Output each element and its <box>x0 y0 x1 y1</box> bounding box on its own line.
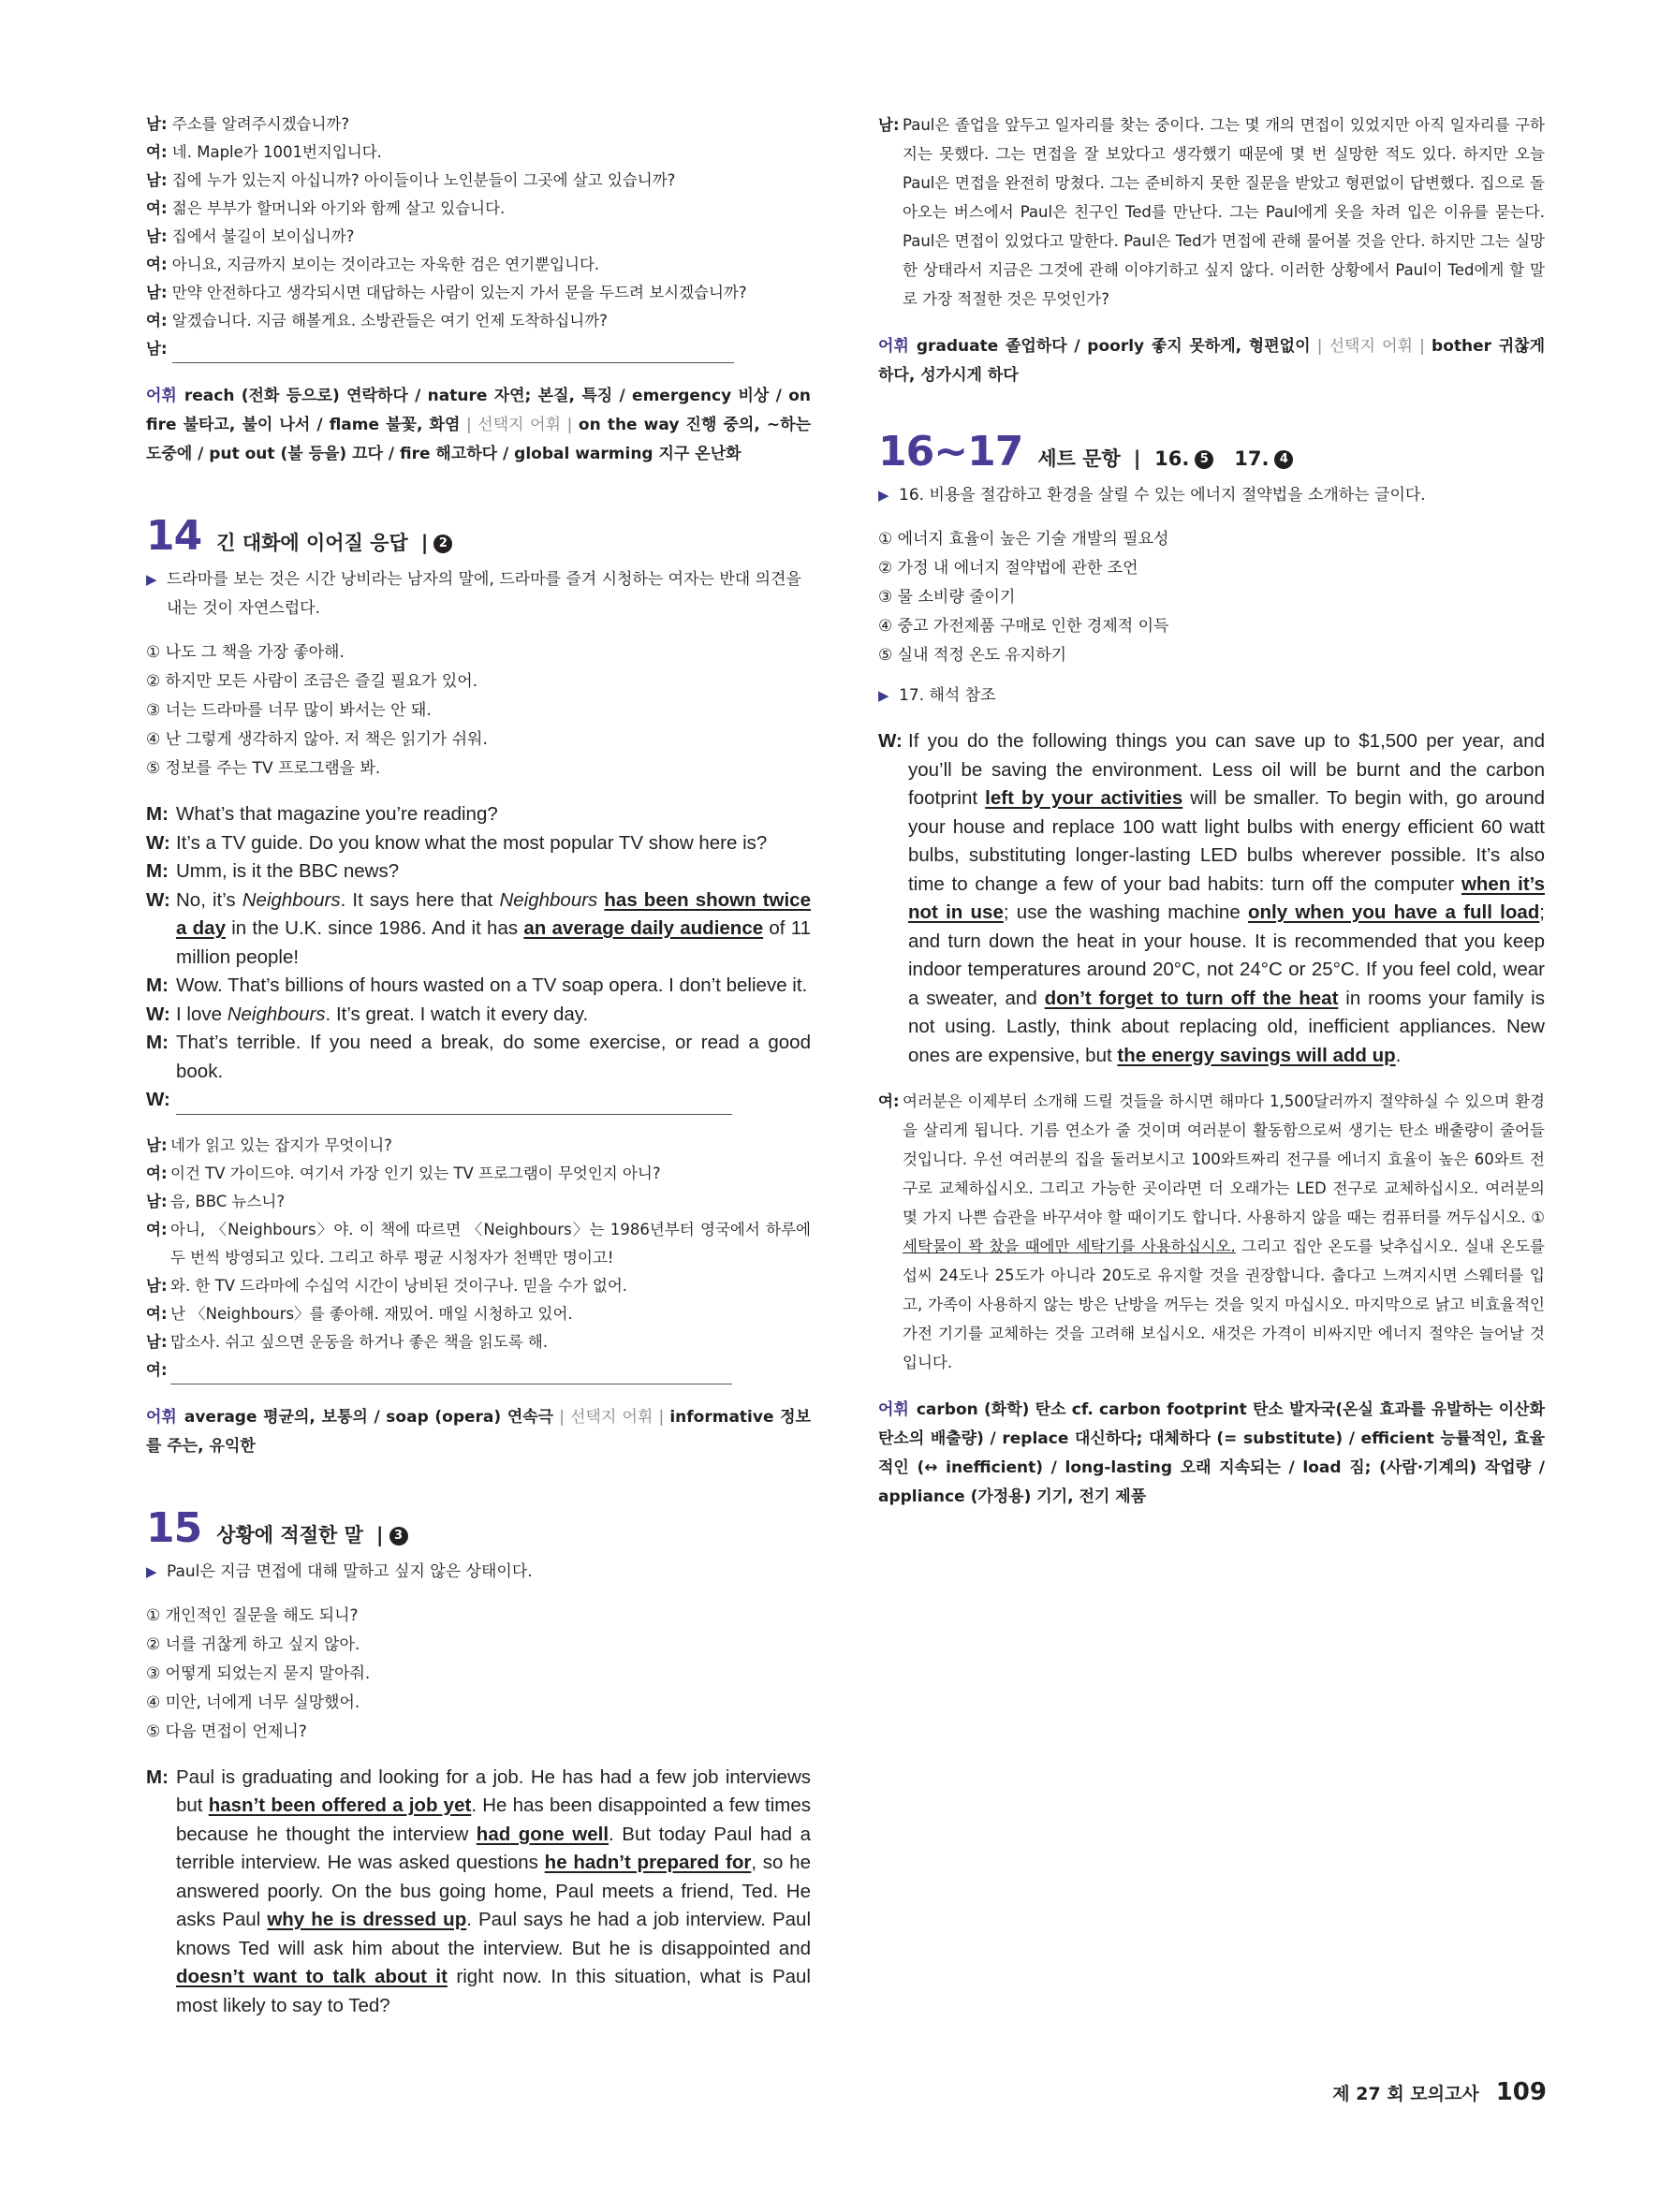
script-line: W: No, it’s Neighbours. It says here that Neighbours has been shown twice a day in the U.K. since 1986. And it has an average daily audience of 11 million people! <box>146 888 811 968</box>
answer-badge: 4 <box>1274 450 1293 469</box>
vocab-tag: 어휘 <box>146 1407 177 1427</box>
dialogue-line: 여: 젊은 부부가 할머니와 아기와 함께 살고 있습니다. <box>146 199 506 217</box>
translation-paragraph: 여: 여러분은 이제부터 소개해 드릴 것들을 하시면 해마다 1,500달러까지 절약하실 수 있으며 환경을 살리게 됩니다. 기름 연소가 줄 것이며 여러분이 활동함으로써 생기는 탄소 배출량이 줄어들 것입니다. 우선 여러분의 집을 둘러보시고 100와트짜리 전구를 에너지 효율이 높은 60와트 전구로 교체하십시오. 그리고 가능한 곳이라면 더 오래가는 LED 전구로 교체하십시오. 여러분의 몇 가지 나쁜 습관을 바꾸셔야 할 때이기도 합니다. 사용하지 않을 때는 컴퓨터를 꺼두십시오. ① 세탁물이 꽉 찼을 때에만 세탁기를 사용하십시오. 그리고 집안 온도를 낮추십시오. 실내 온도를 섭씨 24도나 25도가 아니라 20도로 유지할 것을 권장합니다. 춥다고 느껴지시면 스웨터를 입고, 가족이 사용하지 않는 방은 난방을 꺼두는 것을 잊지 마십시오. 마지막으로 낡고 비효율적인 가전 기기를 교체하는 것을 고려해 보십시오. 새것은 가격이 비싸지만 에너지 절약은 늘어날 것입니다. <box>878 1092 1545 1371</box>
answer-blank-line <box>176 1095 732 1115</box>
option: ③ 너는 드라마를 너무 많이 봐서는 안 돼. <box>146 701 432 720</box>
vocab-16-17: 어휘 carbon (화학) 탄소 cf. carbon footprint 탄소 발자국(온실 효과를 유발하는 이산화탄소의 배출량) / replace 대신하다; 대체하다 (= substitute) / efficient 능률적인, 효율적인 (↔ inefficient) / long-lasting 오래 지속되는 / load 짐; (사람·기계의) 작업량 / appliance (가정용) 기기, 전기 제품 <box>878 1400 1545 1506</box>
dialogue-line: 여: 알겠습니다. 지금 해볼게요. 소방관들은 여기 언제 도착하십니까? <box>146 312 608 330</box>
option: ⑤ 실내 적정 온도 유지하기 <box>878 646 1067 665</box>
hint: ▶ 드라마를 보는 것은 시간 낭비라는 남자의 말에, 드라마를 즐겨 시청하는 여자는 반대 의견을 내는 것이 자연스럽다. <box>146 565 811 623</box>
q13-korean-dialogue <box>146 110 811 363</box>
hint: ▶ Paul은 지금 면접에 대해 말하고 싶지 않은 상태이다. <box>146 1558 811 1587</box>
question-type: 상황에 적절한 말 <box>216 1523 363 1546</box>
triangle-arrow-icon: ▶ <box>146 1562 157 1580</box>
vocab-tag: 어휘 <box>878 1400 909 1419</box>
option: ④ 난 그렇게 생각하지 않아. 저 책은 읽기가 쉬워. <box>146 730 488 749</box>
option: ⑤ 다음 면접이 언제니? <box>146 1721 307 1741</box>
dialogue-line: 남: 맙소사. 쉬고 싶으면 운동을 하거나 좋은 책을 읽도록 해. <box>146 1332 549 1351</box>
script-line: M: Wow. That’s billions of hours wasted on a TV soap opera. I don’t believe it. <box>146 974 808 996</box>
hint-16: ▶ 16. 비용을 절감하고 환경을 살릴 수 있는 에너지 절약법을 소개하는 글이다. <box>878 481 1545 510</box>
answer-badge: 2 <box>433 535 452 553</box>
script-line: M: That’s terrible. If you need a break, do some exercise, or read a good book. <box>146 1032 811 1082</box>
dialogue-line: 남: 네가 읽고 있는 잡지가 무엇이니? <box>146 1135 392 1154</box>
triangle-arrow-icon: ▶ <box>146 571 157 588</box>
option: ⑤ 정보를 주는 TV 프로그램을 봐. <box>146 759 381 778</box>
options-list <box>146 1602 811 1747</box>
dialogue-line: 여: 이건 TV 가이드야. 여기서 가장 인기 있는 TV 프로그램이 무엇인지 아니? <box>146 1164 661 1182</box>
option: ④ 미안, 너에게 너무 실망했어. <box>146 1692 360 1712</box>
answer-blank-line <box>172 345 734 363</box>
dialogue-line: 여: 난 〈Neighbours〉를 좋아해. 재밌어. 매일 시청하고 있어. <box>146 1304 573 1323</box>
dialogue-answer-blank: 여: <box>146 1356 811 1384</box>
answer-blank-line <box>170 1367 732 1384</box>
script-paragraph: W: If you do the following things you can save up to $1,500 per year, and you’ll be saving the environment. Less oil will be burnt and the carbon footprint left by your activities will be smaller. To begin with, go around your house and replace 100 watt light bulbs with energy efficient 60 watt bulbs, substituting longer-lasting LED bulbs wherever possible. It’s also time to change a few of your bad habits: turn off the computer when it’s not in use; use the washing machine only when you have a full load; and turn down the heat in your house. It is recommended that you keep indoor temperatures around 20°C, not 24°C or 25°C. If you feel cold, wear a sweater, and don’t forget to turn off the heat in rooms your family is not using. Lastly, think about replacing old, inefficient appliances. New ones are expensive, but the energy savings will add up. <box>878 730 1545 1066</box>
question-number: 16~17 <box>878 428 1023 476</box>
option: ① 에너지 효율이 높은 기술 개발의 필요성 <box>878 530 1169 549</box>
option: ① 개인적인 질문을 해도 되니? <box>146 1605 359 1625</box>
page-number: 109 <box>1495 2078 1547 2106</box>
vocab-14: 어휘 average 평균의, 보통의 / soap (opera) 연속극 | 선택지 어휘 | informative 정보를 주는, 유익한 <box>146 1407 811 1456</box>
korean-translation-15: 남: Paul은 졸업을 앞두고 일자리를 찾는 중이다. 그는 몇 개의 면접이 있었지만 아직 일자리를 구하지는 못했다. 그는 면접을 잘 보았다고 생각했기 때문에 몇 번 실망한 적도 있다. 하지만 오늘 Paul은 면접을 완전히 망쳤다. 그는 준비하지 못한 질문을 받았고 형편없이 답변했다. 집으로 돌아오는 버스에서 Paul은 친구인 Ted를 만난다. 그는 Paul에게 옷을 차려 입은 이유를 묻는다. Paul은 면접이 있었다고 말한다. Paul은 Ted가 면접에 관해 물어볼 것을 안다. 하지만 그는 실망한 상태라서 지금은 그것에 관해 이야기하고 싶지 않다. 이러한 상황에서 Paul이 Ted에게 할 말로 가장 적절한 것은 무엇인가? <box>878 116 1545 308</box>
dialogue-answer-blank: 남: <box>146 335 811 363</box>
korean-translation-14 <box>146 1132 811 1384</box>
script-line: W: I love Neighbours. It’s great. I watch it every day. <box>146 1003 589 1025</box>
question-number: 15 <box>146 1503 202 1552</box>
script-line: M: Umm, is it the BBC news? <box>146 860 400 882</box>
right-column <box>878 110 1545 1512</box>
option: ③ 어떻게 되었는지 묻지 말아줘. <box>146 1663 371 1683</box>
triangle-arrow-icon: ▶ <box>878 687 889 704</box>
dialogue-line: 남: 음, BBC 뉴스니? <box>146 1192 286 1210</box>
dialogue-line: 여: 아니요, 지금까지 보이는 것이라고는 자욱한 검은 연기뿐입니다. <box>146 256 600 273</box>
dialogue-line: 여: 네. Maple가 1001번지입니다. <box>146 143 382 161</box>
question-number: 14 <box>146 512 202 560</box>
dialogue-line: 남: 만약 안전하다고 생각되시면 대답하는 사람이 있는지 가서 문을 두드려 보시겠습니까? <box>146 284 747 301</box>
option: ③ 물 소비량 줄이기 <box>878 588 1016 607</box>
answer-badge: 5 <box>1195 450 1213 469</box>
answer-badge: 3 <box>389 1527 408 1545</box>
dialogue-line: 남: 와. 한 TV 드라마에 수십억 시간이 낭비된 것이구나. 믿을 수가 없어. <box>146 1276 628 1295</box>
question-type: 세트 문항 <box>1037 447 1121 470</box>
korean-translation-16-17 <box>878 1087 1545 1377</box>
exam-label: 제 27 회 모의고사 <box>1332 2084 1479 2104</box>
option: ② 너를 귀찮게 하고 싶지 않아. <box>146 1634 360 1654</box>
vocab-tag: 어휘 <box>878 337 909 356</box>
script-answer-blank: W: <box>146 1086 811 1115</box>
dialogue-line: 남: 주소를 알려주시겠습니까? <box>146 115 350 133</box>
question-type: 긴 대화에 이어질 응답 <box>216 532 408 554</box>
options-list <box>878 525 1545 670</box>
section-15-header: 15 상황에 적절한 말 | 3 <box>146 1504 811 1552</box>
vocab-15: 어휘 graduate 졸업하다 / poorly 좋지 못하게, 형편없이 | 선택지 어휘 | bother 귀찮게 하다, 성가시게 하다 <box>878 337 1545 385</box>
options-list <box>146 638 811 784</box>
page-footer <box>1332 2078 1547 2106</box>
section-16-17-header: 16~17 세트 문항 | 16. 5 17. 4 <box>878 428 1545 476</box>
section-14-header: 14 긴 대화에 이어질 응답 | 2 <box>146 512 811 560</box>
script-paragraph: M: Paul is graduating and looking for a job. He has had a few job interviews but hasn’t been offered a job yet. He has been disappointed a few times because he thought the interview had gone well. But today Paul had a terrible interview. He was asked questions he hadn’t prepared for, so he answered poorly. On the bus going home, Paul meets a friend, Ted. He asks Paul why he is dressed up. Paul says he had a job interview. Paul knows Ted will ask him about the interview. But he is disappointed and doesn’t want to talk about it right now. In this situation, what is Paul most likely to say to Ted? <box>146 1765 811 2016</box>
script-line: M: What’s that magazine you’re reading? <box>146 803 498 825</box>
vocab-13: 어휘 reach (전화 등으로) 연락하다 / nature 자연; 본질, 특징 / emergency 비상 / on fire 불타고, 불이 나서 / flame 불꽃, 화염 | 선택지 어휘 | on the way 진행 중의, ~하는 도중에 / put out (불 등을) 끄다 / fire 해고하다 / global warming 지구 온난화 <box>146 387 811 463</box>
dialogue-line: 여: 아니, 〈Neighbours〉야. 이 책에 따르면 〈Neighbours〉는 1986년부터 영국에서 하루에 두 번씩 방영되고 있다. 그리고 하루 평균 시청자가 천백만 명이고! <box>146 1220 811 1267</box>
vocab-tag: 어휘 <box>146 387 177 405</box>
script-line: W: It’s a TV guide. Do you know what the most popular TV show here is? <box>146 831 768 854</box>
dialogue-line: 남: 집에 누가 있는지 아십니까? 아이들이나 노인분들이 그곳에 살고 있습니까? <box>146 171 676 189</box>
hint-17: ▶ 17. 해석 참조 <box>878 681 1545 710</box>
option: ① 나도 그 책을 가장 좋아해. <box>146 643 345 662</box>
english-script-14 <box>146 800 811 1115</box>
triangle-arrow-icon: ▶ <box>878 487 889 504</box>
dialogue-line: 남: 집에서 불길이 보이십니까? <box>146 227 355 245</box>
english-script-15 <box>146 1764 811 2021</box>
option: ② 가정 내 에너지 절약법에 관한 조언 <box>878 559 1138 578</box>
option: ② 하지만 모든 사람이 조금은 즐길 필요가 있어. <box>146 672 478 691</box>
option: ④ 중고 가전제품 구매로 인한 경제적 이득 <box>878 617 1169 636</box>
english-script-16-17 <box>878 727 1545 1070</box>
left-column <box>146 110 811 2020</box>
